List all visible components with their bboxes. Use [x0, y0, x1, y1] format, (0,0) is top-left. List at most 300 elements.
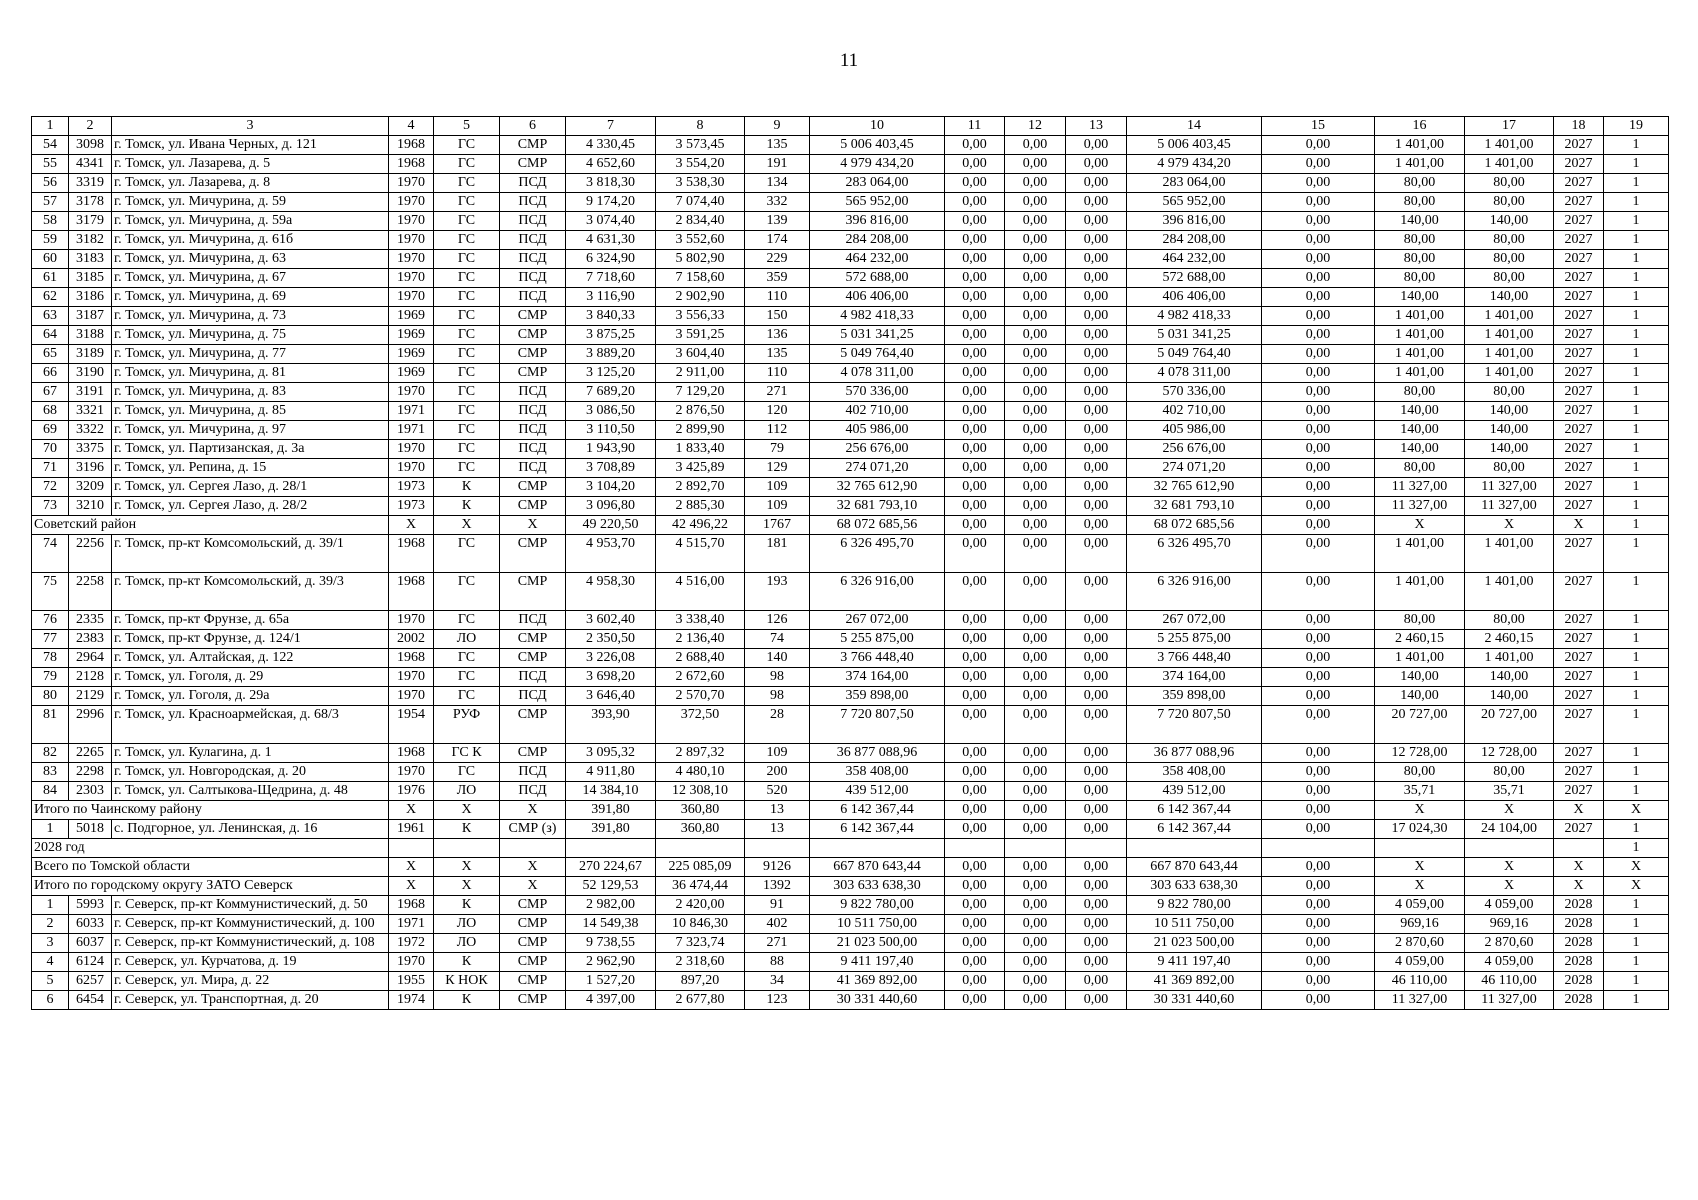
table-cell: 1 — [1604, 687, 1669, 706]
table-cell: 10 511 750,00 — [810, 915, 945, 934]
table-cell: 140,00 — [1375, 421, 1465, 440]
table-cell: 0,00 — [1262, 250, 1375, 269]
table-cell: 2027 — [1554, 326, 1604, 345]
table-cell: 0,00 — [1262, 668, 1375, 687]
table-row — [32, 174, 1669, 193]
table-cell: 1 833,40 — [656, 440, 745, 459]
table-row — [32, 269, 1669, 288]
table-cell: 1 — [1604, 972, 1669, 991]
address-cell: г. Томск, ул. Мичурина, д. 77 — [112, 345, 389, 364]
table-cell: 284 208,00 — [1127, 231, 1262, 250]
table-cell: 1970 — [389, 231, 434, 250]
table-cell: ГС — [434, 231, 500, 250]
address-cell: г. Томск, ул. Мичурина, д. 63 — [112, 250, 389, 269]
column-number: 12 — [1005, 117, 1066, 136]
table-cell: Х — [500, 858, 566, 877]
section-label: Советский район — [32, 516, 389, 535]
table-cell: 123 — [745, 991, 810, 1010]
section-label: Итого по Чаинскому району — [32, 801, 389, 820]
table-row — [32, 915, 1669, 934]
table-cell: 5 031 341,25 — [1127, 326, 1262, 345]
section-row — [32, 839, 1669, 858]
table-cell — [945, 839, 1005, 858]
table-body — [32, 117, 1669, 1010]
table-cell: 0,00 — [1005, 383, 1066, 402]
table-cell: 140,00 — [1465, 288, 1554, 307]
table-cell — [1375, 839, 1465, 858]
table-cell: 0,00 — [945, 934, 1005, 953]
table-cell: 1 401,00 — [1465, 136, 1554, 155]
address-cell: г. Северск, ул. Транспортная, д. 20 — [112, 991, 389, 1010]
table-cell: ПСД — [500, 269, 566, 288]
address-cell: г. Томск, ул. Сергея Лазо, д. 28/2 — [112, 497, 389, 516]
table-cell: 2027 — [1554, 668, 1604, 687]
table-cell: 5 255 875,00 — [1127, 630, 1262, 649]
table-cell: 1969 — [389, 345, 434, 364]
table-row — [32, 383, 1669, 402]
column-number: 14 — [1127, 117, 1262, 136]
table-cell: 2027 — [1554, 269, 1604, 288]
table-cell: Х — [434, 858, 500, 877]
table-cell: 98 — [745, 687, 810, 706]
table-cell: 1 — [1604, 383, 1669, 402]
address-cell: г. Томск, ул. Сергея Лазо, д. 28/1 — [112, 478, 389, 497]
table-cell — [1127, 839, 1262, 858]
table-cell: 109 — [745, 744, 810, 763]
table-cell: 129 — [745, 459, 810, 478]
table-cell: 2 902,90 — [656, 288, 745, 307]
column-number-header-row — [32, 117, 1669, 136]
table-cell: ПСД — [500, 440, 566, 459]
table-cell: 2964 — [69, 649, 112, 668]
column-number: 8 — [656, 117, 745, 136]
table-cell: 0,00 — [945, 649, 1005, 668]
table-row — [32, 440, 1669, 459]
table-cell: 135 — [745, 345, 810, 364]
table-cell: Х — [1604, 877, 1669, 896]
table-cell: 1 401,00 — [1465, 364, 1554, 383]
table-cell: 6124 — [69, 953, 112, 972]
table-cell: Х — [1375, 801, 1465, 820]
table-cell: 332 — [745, 193, 810, 212]
table-cell: 1 — [1604, 326, 1669, 345]
table-cell: 0,00 — [1066, 516, 1127, 535]
table-cell: 0,00 — [1262, 744, 1375, 763]
table-cell: СМР — [500, 706, 566, 744]
table-cell: 396 816,00 — [810, 212, 945, 231]
table-cell: 2 136,40 — [656, 630, 745, 649]
section-label: Всего по Томской области — [32, 858, 389, 877]
table-cell — [1262, 839, 1375, 858]
table-cell: 0,00 — [1066, 459, 1127, 478]
table-cell: 2335 — [69, 611, 112, 630]
table-cell: 2027 — [1554, 573, 1604, 611]
table-cell: 2027 — [1554, 136, 1604, 155]
table-cell: 6 324,90 — [566, 250, 656, 269]
table-cell: ГС — [434, 440, 500, 459]
table-cell: 7 074,40 — [656, 193, 745, 212]
table-cell: 3188 — [69, 326, 112, 345]
table-cell: 126 — [745, 611, 810, 630]
table-cell: 74 — [745, 630, 810, 649]
table-cell: ЛО — [434, 782, 500, 801]
table-cell: ГС — [434, 326, 500, 345]
table-cell: 3210 — [69, 497, 112, 516]
table-cell: 372,50 — [656, 706, 745, 744]
table-cell: 2028 — [1554, 953, 1604, 972]
table-cell: 3191 — [69, 383, 112, 402]
table-cell: ГС — [434, 364, 500, 383]
table-cell: 1976 — [389, 782, 434, 801]
table-cell: 0,00 — [1005, 136, 1066, 155]
column-number: 16 — [1375, 117, 1465, 136]
table-cell: 0,00 — [1005, 744, 1066, 763]
table-cell: Х — [1375, 877, 1465, 896]
address-cell: г. Томск, ул. Новгородская, д. 20 — [112, 763, 389, 782]
table-cell: 2 870,60 — [1375, 934, 1465, 953]
table-cell: 1972 — [389, 934, 434, 953]
table-cell: 0,00 — [1066, 288, 1127, 307]
table-cell: 0,00 — [1262, 687, 1375, 706]
table-cell: 0,00 — [1066, 896, 1127, 915]
table-cell: 0,00 — [1066, 668, 1127, 687]
table-cell: 65 — [32, 345, 69, 364]
table-cell: 3 116,90 — [566, 288, 656, 307]
table-cell: 2027 — [1554, 630, 1604, 649]
table-cell: 7 720 807,50 — [1127, 706, 1262, 744]
column-number: 5 — [434, 117, 500, 136]
table-cell: 110 — [745, 288, 810, 307]
table-cell: 0,00 — [945, 478, 1005, 497]
table-cell: 3 818,30 — [566, 174, 656, 193]
table-cell: 3 766 448,40 — [1127, 649, 1262, 668]
table-cell: 5 006 403,45 — [1127, 136, 1262, 155]
table-cell: 0,00 — [1005, 611, 1066, 630]
table-cell: Х — [1554, 801, 1604, 820]
table-cell: 2 897,32 — [656, 744, 745, 763]
table-cell — [810, 839, 945, 858]
table-cell: 0,00 — [1066, 706, 1127, 744]
table-cell: 1 — [1604, 497, 1669, 516]
column-number: 10 — [810, 117, 945, 136]
table-cell: 2 688,40 — [656, 649, 745, 668]
table-cell: 77 — [32, 630, 69, 649]
table-cell: 0,00 — [1262, 497, 1375, 516]
table-cell: 1 401,00 — [1375, 307, 1465, 326]
table-cell: 0,00 — [945, 212, 1005, 231]
table-cell: 0,00 — [1066, 611, 1127, 630]
table-cell: 3098 — [69, 136, 112, 155]
address-cell: г. Северск, пр-кт Коммунистический, д. 100 — [112, 915, 389, 934]
table-cell: 11 327,00 — [1375, 478, 1465, 497]
table-cell: 393,90 — [566, 706, 656, 744]
table-cell: СМР — [500, 364, 566, 383]
table-cell: 256 676,00 — [1127, 440, 1262, 459]
table-cell: 0,00 — [945, 611, 1005, 630]
table-row — [32, 934, 1669, 953]
table-cell: 42 496,22 — [656, 516, 745, 535]
table-cell: 1 — [1604, 839, 1669, 858]
column-number: 9 — [745, 117, 810, 136]
table-cell: 0,00 — [1262, 383, 1375, 402]
table-cell: 2 460,15 — [1465, 630, 1554, 649]
table-cell: 0,00 — [1066, 649, 1127, 668]
table-cell: 303 633 638,30 — [1127, 877, 1262, 896]
table-cell: ГС — [434, 649, 500, 668]
table-cell: 0,00 — [1066, 155, 1127, 174]
table-cell: 402 710,00 — [810, 402, 945, 421]
table-cell: 11 327,00 — [1375, 497, 1465, 516]
table-cell: 4 059,00 — [1375, 896, 1465, 915]
table-cell: 80 — [32, 687, 69, 706]
table-cell: 3 840,33 — [566, 307, 656, 326]
table-cell: 2027 — [1554, 478, 1604, 497]
table-cell: 3 104,20 — [566, 478, 656, 497]
table-cell: 0,00 — [1066, 212, 1127, 231]
table-cell: 2 460,15 — [1375, 630, 1465, 649]
table-row — [32, 155, 1669, 174]
table-cell: 140,00 — [1375, 288, 1465, 307]
address-cell: г. Томск, ул. Мичурина, д. 83 — [112, 383, 389, 402]
table-cell: 360,80 — [656, 801, 745, 820]
table-cell: 1 — [1604, 782, 1669, 801]
table-cell: 4 979 434,20 — [810, 155, 945, 174]
table-cell: 1969 — [389, 326, 434, 345]
table-cell: 7 718,60 — [566, 269, 656, 288]
table-cell: 4 480,10 — [656, 763, 745, 782]
table-cell: СМР — [500, 630, 566, 649]
table-cell: 200 — [745, 763, 810, 782]
table-cell: 3 556,33 — [656, 307, 745, 326]
address-cell: г. Северск, пр-кт Коммунистический, д. 50 — [112, 896, 389, 915]
table-cell: 0,00 — [1262, 953, 1375, 972]
table-cell: 80,00 — [1375, 231, 1465, 250]
table-cell: 0,00 — [1066, 383, 1127, 402]
table-cell: 4 982 418,33 — [1127, 307, 1262, 326]
table-cell: 267 072,00 — [1127, 611, 1262, 630]
table-cell: 3 538,30 — [656, 174, 745, 193]
table-cell: 0,00 — [1066, 402, 1127, 421]
table-cell: 0,00 — [1066, 497, 1127, 516]
table-cell: 11 327,00 — [1375, 991, 1465, 1010]
table-cell: 1 — [1604, 402, 1669, 421]
table-cell: ПСД — [500, 459, 566, 478]
table-cell: 3190 — [69, 364, 112, 383]
table-cell: 0,00 — [1262, 440, 1375, 459]
table-cell: 3 573,45 — [656, 136, 745, 155]
table-cell: 140,00 — [1465, 687, 1554, 706]
table-cell: 0,00 — [1066, 744, 1127, 763]
table-cell: 3189 — [69, 345, 112, 364]
table-cell: 14 384,10 — [566, 782, 656, 801]
table-cell: 1 — [1604, 953, 1669, 972]
table-cell: 0,00 — [1066, 364, 1127, 383]
table-cell: 3 602,40 — [566, 611, 656, 630]
table-cell: ГС — [434, 307, 500, 326]
table-cell: 7 720 807,50 — [810, 706, 945, 744]
table-cell: 4 515,70 — [656, 535, 745, 573]
table-cell: 2027 — [1554, 744, 1604, 763]
table-cell: ПСД — [500, 763, 566, 782]
table-cell: СМР (з) — [500, 820, 566, 839]
table-cell — [745, 839, 810, 858]
table-cell: 0,00 — [1262, 288, 1375, 307]
table-cell: 109 — [745, 497, 810, 516]
table-cell: 0,00 — [1262, 174, 1375, 193]
table-row — [32, 706, 1669, 744]
table-cell: 70 — [32, 440, 69, 459]
table-cell: ГС К — [434, 744, 500, 763]
table-cell: 1968 — [389, 155, 434, 174]
address-cell: г. Томск, ул. Мичурина, д. 67 — [112, 269, 389, 288]
table-cell: 0,00 — [1005, 174, 1066, 193]
table-cell: 4 059,00 — [1465, 953, 1554, 972]
table-cell: ПСД — [500, 782, 566, 801]
table-cell: ГС — [434, 573, 500, 611]
table-cell: 0,00 — [1066, 782, 1127, 801]
table-cell: 1 — [1604, 478, 1669, 497]
table-cell: 0,00 — [1262, 269, 1375, 288]
table-cell: ГС — [434, 174, 500, 193]
table-cell: ГС — [434, 136, 500, 155]
table-cell: 3321 — [69, 402, 112, 421]
table-cell: 64 — [32, 326, 69, 345]
table-cell: 0,00 — [1066, 877, 1127, 896]
table-row — [32, 421, 1669, 440]
table-row — [32, 136, 1669, 155]
table-cell: 6 326 495,70 — [1127, 535, 1262, 573]
table-cell: 0,00 — [1262, 706, 1375, 744]
table-cell: ГС — [434, 345, 500, 364]
address-cell: г. Томск, ул. Мичурина, д. 59а — [112, 212, 389, 231]
table-cell: 134 — [745, 174, 810, 193]
table-cell: 2 911,00 — [656, 364, 745, 383]
table-cell: ЛО — [434, 630, 500, 649]
table-cell: 2256 — [69, 535, 112, 573]
table-cell: 68 — [32, 402, 69, 421]
table-cell: 3375 — [69, 440, 112, 459]
table-cell: 12 728,00 — [1375, 744, 1465, 763]
column-number: 13 — [1066, 117, 1127, 136]
table-cell: 1970 — [389, 212, 434, 231]
table-cell: 174 — [745, 231, 810, 250]
table-cell: СМР — [500, 307, 566, 326]
table-cell: 0,00 — [945, 915, 1005, 934]
table-cell: Х — [1465, 516, 1554, 535]
table-cell: Х — [500, 516, 566, 535]
table-cell: ПСД — [500, 250, 566, 269]
table-cell: 284 208,00 — [810, 231, 945, 250]
table-cell: РУФ — [434, 706, 500, 744]
table-cell: 969,16 — [1465, 915, 1554, 934]
table-cell: 1 — [1604, 611, 1669, 630]
table-cell: 61 — [32, 269, 69, 288]
table-cell: К — [434, 820, 500, 839]
table-cell: 1955 — [389, 972, 434, 991]
table-cell: 1 — [1604, 136, 1669, 155]
table-cell: ПСД — [500, 421, 566, 440]
table-cell: 0,00 — [945, 535, 1005, 573]
table-cell: 391,80 — [566, 801, 656, 820]
table-cell: 0,00 — [1005, 668, 1066, 687]
table-cell: 0,00 — [945, 972, 1005, 991]
table-cell: 0,00 — [945, 858, 1005, 877]
table-cell: 270 224,67 — [566, 858, 656, 877]
table-cell: 1767 — [745, 516, 810, 535]
table-cell: 80,00 — [1375, 250, 1465, 269]
table-cell: Х — [1604, 801, 1669, 820]
table-cell: 4 059,00 — [1375, 953, 1465, 972]
table-cell: 0,00 — [945, 706, 1005, 744]
table-cell: 55 — [32, 155, 69, 174]
table-cell: 2027 — [1554, 763, 1604, 782]
table-cell: 0,00 — [1005, 573, 1066, 611]
table-cell: Х — [1465, 858, 1554, 877]
table-cell: 1 — [32, 896, 69, 915]
table-cell: ГС — [434, 687, 500, 706]
table-row — [32, 991, 1669, 1010]
table-row — [32, 212, 1669, 231]
table-cell: 6454 — [69, 991, 112, 1010]
table-cell: 4 078 311,00 — [1127, 364, 1262, 383]
table-cell: 0,00 — [945, 231, 1005, 250]
column-number: 1 — [32, 117, 69, 136]
table-cell: 1 401,00 — [1375, 345, 1465, 364]
table-cell: 0,00 — [1005, 934, 1066, 953]
table-cell: 6 142 367,44 — [1127, 820, 1262, 839]
table-cell: 0,00 — [1262, 231, 1375, 250]
table-cell: 1 — [1604, 250, 1669, 269]
table-cell: 4 059,00 — [1465, 896, 1554, 915]
table-cell: ГС — [434, 459, 500, 478]
address-cell: г. Томск, ул. Партизанская, д. 3а — [112, 440, 389, 459]
table-row — [32, 193, 1669, 212]
table-cell: 140,00 — [1465, 402, 1554, 421]
table-cell: ГС — [434, 763, 500, 782]
table-cell: 80,00 — [1465, 174, 1554, 193]
table-cell: 66 — [32, 364, 69, 383]
table-cell: 78 — [32, 649, 69, 668]
section-row — [32, 516, 1669, 535]
table-cell: Х — [500, 801, 566, 820]
table-cell: 1970 — [389, 250, 434, 269]
table-cell: 405 986,00 — [810, 421, 945, 440]
table-row — [32, 649, 1669, 668]
address-cell: г. Томск, ул. Мичурина, д. 81 — [112, 364, 389, 383]
table-cell: 565 952,00 — [1127, 193, 1262, 212]
table-cell: 3319 — [69, 174, 112, 193]
table-cell: 3178 — [69, 193, 112, 212]
table-cell: 4 397,00 — [566, 991, 656, 1010]
table-cell: 0,00 — [1005, 326, 1066, 345]
table-cell: 2383 — [69, 630, 112, 649]
table-cell: 667 870 643,44 — [1127, 858, 1262, 877]
table-cell: 360,80 — [656, 820, 745, 839]
table-cell: 0,00 — [1262, 896, 1375, 915]
table-cell: 0,00 — [945, 174, 1005, 193]
table-cell: К — [434, 991, 500, 1010]
table-cell: 3 766 448,40 — [810, 649, 945, 668]
table-cell: ГС — [434, 383, 500, 402]
table-cell: 1970 — [389, 459, 434, 478]
table-cell: Х — [1554, 516, 1604, 535]
table-cell: 84 — [32, 782, 69, 801]
table-cell: 1 527,20 — [566, 972, 656, 991]
table-cell: 0,00 — [1262, 307, 1375, 326]
table-cell: 30 331 440,60 — [810, 991, 945, 1010]
table-cell: 283 064,00 — [1127, 174, 1262, 193]
table-cell: 71 — [32, 459, 69, 478]
